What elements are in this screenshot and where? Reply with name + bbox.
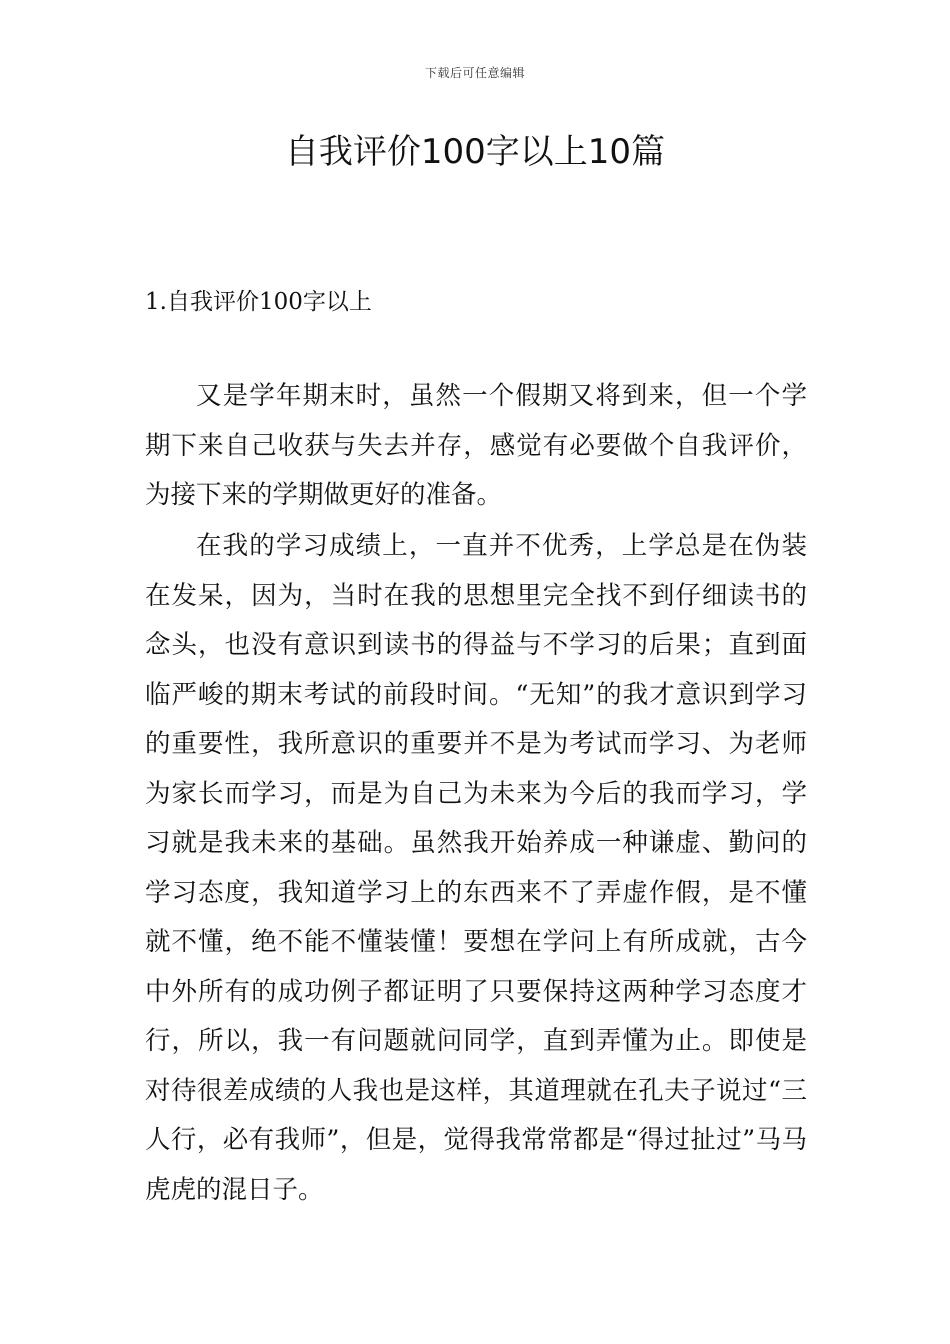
header-note: 下载后可任意编辑 [424,66,525,80]
body-paragraph: 在我的学习成绩上，一直并不优秀，上学总是在伪装在发呆，因为，当时在我的思想里完全找不到仔细读书的念头，也没有意识到读书的得益与不学习的后果；直到面临严峻的期末考试的前段时间。“无知”的我才意识到学习的重要性，我所意识的重要并不是为考试而学习、为老师为家长而学习，而是为自己为未来为今后的我而学习，学习就是我未来的基础。虽然我开始养成一种谦虚、勤问的学习态度，我知道学习上的东西来不了弄虚作假，是不懂就不懂，绝不能不懂装懂！要想在学问上有所成就，古今中外所有的成功例子都证明了只要保持这两种学习态度才行，所以，我一有问题就问同学，直到弄懂为止。即使是对待很差成绩的人我也是这样，其道理就在孔夫子说过“三人行，必有我师”，但是，觉得我常常都是“得过扯过”马马虎虎的混日子。 [145,531,807,1205]
body-paragraph: 又是学年期末时，虽然一个假期又将到来，但一个学期下来自己收获与失去并存，感觉有必要做个自我评价，为接下来的学期做更好的准备。 [145,381,807,510]
document-title: 自我评价100字以上10篇 [284,132,666,172]
section-heading: 1.自我评价100字以上 [145,289,372,315]
